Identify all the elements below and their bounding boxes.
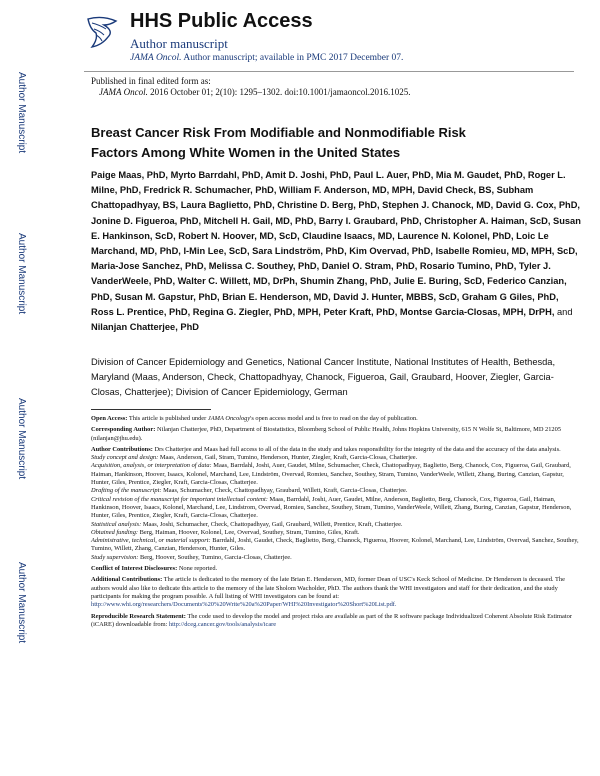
- journal-availability-line: [130, 53, 403, 63]
- sidebar-label-2: Author Manuscript: [16, 233, 27, 315]
- admin-support-note: Administrative, technical, or material support: Barrdahl, Joshi, Gaudet, Check, Baglietto, Berg, Chanock, Figueroa, Hoover, Kolonel, Marchand, Lee, Lindström, Overvad, Sanchez, Southey, Tumino, Willett, Zhang, Canzian, Henderson, Hunter, Giles.: [91, 537, 579, 553]
- last-author: Nilanjan Chatterjee, PhD: [91, 322, 199, 333]
- sidebar-label-1: Author Manuscript: [16, 72, 27, 154]
- affiliation: Division of Cancer Epidemiology and Genetics, National Cancer Institute, National Institutes of Health, Bethesda, Maryland (Maas, Anderson, Check, Chattopadhyay, Chanock, Figueroa, Gail, Graubard, Hoover, Ziegler, Garcia-Closas, Chatterjee); Division of Cancer Epidemiology, German: [91, 357, 556, 398]
- reproducible-research-note: Reproducible Research Statement: The code used to develop the model and project risks are available as part of the R software package Individualized Coherent Absolute Risk Estimator (iCARE) downloadable from: http://dceg.cancer.gov/tools/analysis/icare: [91, 612, 572, 628]
- whi-investigators-link[interactable]: http://www.whi.org/researchers/Documents%20%20Write%20a%20Paper/WHI%20Investigator%20Short%20List.pdf.: [91, 601, 397, 609]
- acquisition-note: Acquisition, analysis, or interpretation of data: Maas, Barrdahl, Joshi, Auer, Gaudet, Milne, Schumacher, Check, Chattopadhyay, Baglietto, Berg, Chanock, Cox, Figueroa, Gail, Graubard, Haiman, Hankinson, Hoover, Isaacs, Kolonel, Marchand, Lee, Lindström, Overvad, Romieu, Sanchez, Southey, Stram, Tumino, VanderWeele, Willett, Zhang, Buring, Canzian, Gapstur, Hunter, Giles, Prentice, Ziegler, Kraft, Garcia-Closas, Chatterjee.: [91, 462, 571, 487]
- citation-journal: JAMA Oncol.: [99, 87, 148, 97]
- article-title: Breast Cancer Risk From Modifiable and Nonmodifiable Risk Factors Among White Women in the United States: [91, 125, 466, 160]
- corresponding-author-note: Corresponding Author: Nilanjan Chatterjee, PhD, Department of Biostatistics, Bloomberg School of Public Health, Johns Hopkins University, 615 N Wolfe St, Baltimore, MD 21205 (nilanjan@jhu.edu).: [91, 426, 562, 442]
- footnote-divider: [91, 409, 211, 410]
- header-divider: [84, 71, 574, 72]
- footnotes: [91, 415, 583, 629]
- author-manuscript-label: Author manuscript: [130, 36, 228, 51]
- critical-revision-note: Critical revision of the manuscript for important intellectual content: Maas, Barrdahl, Joshi, Auer, Gaudet, Milne, Anderson, Baglietto, Berg, Chanock, Cox, Figueroa, Gail, Haiman, Hankinson, Hoover, Isaacs, Kolonel, Marchand, Lee, Lindstrom, Overvad, Romieu, Sanchez, Southey, Stram, Tumino, VanderWeele, Willett, Zhang, Buring, Canzian, Gapstur, Henderson, Hunter, Giles, Prentice, Ziegler, Kraft, Garcia-Closas, Chatterjee.: [91, 495, 572, 520]
- hhs-eagle-logo: [84, 15, 120, 51]
- citation-details: 2016 October 01; 2(10): 1295–1302. doi:10.1001/jamaoncol.2016.1025.: [150, 87, 411, 97]
- citation-line: [99, 87, 411, 97]
- funding-note: Obtained funding: Berg, Haiman, Hoover, Kolonel, Lee, Overvad, Southey, Stram, Tumino, Giles, Kraft.: [91, 528, 360, 536]
- author-list: [91, 168, 581, 335]
- authors-text: Paige Maas, PhD, Myrto Barrdahl, PhD, Amit D. Joshi, PhD, Paul L. Auer, PhD, Mia M. Gaudet, PhD, Roger L. Milne, PhD, Fredrick R. Schumacher, PhD, William F. Anderson, MD, MPH, David Check, BS, Subham Chattopadhyay, BS, Laura Baglietto, PhD, Christine D. Berg, PhD, Stephen J. Chanock, MD, David G. Cox, PhD, Jonine D. Figueroa, PhD, Mitchell H. Gail, MD, PhD, Barry I. Graubard, PhD, Christopher A. Haiman, ScD, Susan E. Hankinson, ScD, Robert N. Hoover, MD, ScD, Claudine Isaacs, MD, Laurence N. Kolonel, PhD, Loic Le Marchand, MD, PhD, I-Min Lee, ScD, Sara Lindström, PhD, Kim Overvad, PhD, Isabelle Romieu, MD, MPH, ScD, Maria-Jose Sanchez, PhD, Melissa C. Southey, PhD, Daniel O. Stram, PhD, Rosario Tumino, PhD, Tyler J. VanderWeele, PhD, Walter C. Willett, MD, DrPh, Shumin Zhang, PhD, Julie E. Buring, ScD, Federico Canzian, PhD, Susan M. Gapstur, PhD, Brian E. Henderson, MD, David J. Hunter, MBBS, ScD, Graham G Giles, PhD, Ross L. Prentice, PhD, Regina G. Ziegler, PhD, MPH, Peter Kraft, PhD, Montse Garcia-Closas, MPH, DrPH,: [91, 170, 581, 317]
- icare-link[interactable]: http://dceg.cancer.gov/tools/analysis/icare: [168, 620, 277, 628]
- hhs-public-access-title: HHS Public Access: [130, 10, 313, 32]
- published-as-line: Published in final edited form as:: [91, 76, 211, 86]
- study-design-note: Study concept and design: Maas, Anderson, Gail, Stram, Tumino, Henderson, Hunter, Ziegler, Kraft, Garcia-Closas, Chatterjee.: [91, 454, 418, 462]
- author-contributions-note: Author Contributions: Drs Chatterjee and Maas had full access to all of the data in the study and takes responsibility for the integrity of the data and the accuracy of the data analysis.: [91, 445, 561, 453]
- conflict-of-interest-note: Conflict of Interest Disclosures: None reported.: [91, 565, 218, 573]
- availability-text: Author manuscript; available in PMC 2017 December 07.: [183, 53, 404, 63]
- and-word: and: [557, 306, 573, 317]
- supervision-note: Study supervision: Berg, Hoover, Southey, Tumino, Garcia-Closas, Chatterjee.: [91, 553, 292, 561]
- drafting-note: Drafting of the manuscript: Maas, Schumacher, Check, Chattopadhyay, Graubard, Willett, Kraft, Garcia-Closas, Chatterjee.: [91, 487, 408, 495]
- open-access-note: Open Access: This article is published under JAMA Oncology's open access model and is free to read on the day of publication.: [91, 415, 418, 422]
- sidebar-label-4: Author Manuscript: [16, 562, 27, 644]
- journal-name: JAMA Oncol.: [130, 53, 182, 63]
- sidebar-label-3: Author Manuscript: [16, 398, 27, 480]
- statistical-analysis-note: Statistical analysis: Maas, Joshi, Schumacher, Check, Chattopadhyay, Gail, Graubard, Willett, Prentice, Kraft, Chatterjee.: [91, 520, 403, 528]
- additional-contributions-note: Additional Contributions: The article is dedicated to the memory of the late Brian E. Henderson, MD, former Dean of USC's Keck School of Medicine. Dr Henderson is deceased. The authors would also like to dedicate this article to the memory of the late Sholom Wacholder, PhD. The authors thank the WHI investigators and staff for their dedication, and the study participants for making the program possible. A full listing of WHI investigators can be found at: http://www.whi.org/researchers/Documents%20%20Write%20a%20Paper/WHI%20Investigator%20Short%20List.pdf.: [91, 576, 565, 609]
